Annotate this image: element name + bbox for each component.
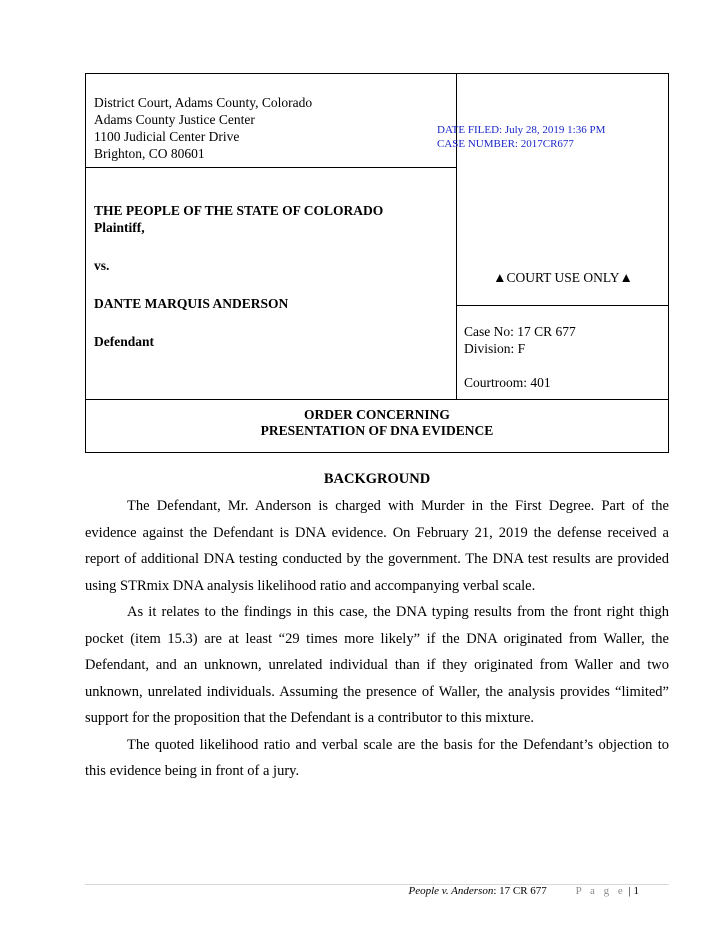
order-title (86, 407, 668, 439)
footer-citation-title: People v. Anderson (408, 885, 494, 897)
courtroom: Courtroom: 401 (464, 375, 551, 390)
case-caption-table (85, 73, 669, 453)
defendant-name: DANTE MARQUIS ANDERSON (94, 296, 289, 311)
versus-label: vs. (94, 258, 110, 273)
case-info-block (464, 323, 576, 391)
court-address-block (94, 94, 312, 162)
division: Division: F (464, 341, 526, 356)
paragraph: The quoted likelihood ratio and verbal scale are the basis for the Defendant’s objection to this evidence being in front of a jury. (85, 736, 669, 779)
case-number: Case No: 17 CR 677 (464, 324, 576, 339)
caption-divider-order (86, 399, 669, 400)
plaintiff-name: THE PEOPLE OF THE STATE OF COLORADO (94, 203, 384, 218)
order-title-line: ORDER CONCERNING (304, 407, 450, 422)
paragraph: The Defendant, Mr. Anderson is charged with Murder in the First Degree. Part of the evidence against the Defendant is DNA evidence. On February 21, 2019 the defense received a report of additional DNA testing conducted by the government. The DNA test results are provided using STRmix DNA analysis likelihood ratio and accompanying verbal scale. (85, 498, 669, 594)
court-line: District Court, Adams County, Colorado (94, 95, 313, 110)
section-heading: BACKGROUND (323, 471, 431, 487)
defendant-role: Defendant (94, 334, 154, 349)
case-info-spacer (464, 357, 576, 374)
caption-divider-caseinfo (456, 305, 669, 306)
page-footer (0, 885, 639, 897)
case-number-stamp: CASE NUMBER: 2017CR677 (437, 138, 574, 150)
date-filed: DATE FILED: July 28, 2019 1:36 PM (437, 124, 606, 136)
paragraph: As it relates to the findings in this case, the DNA typing results from the front right thigh pocket (item 15.3) are at least “29 times more likely” if the DNA originated from Waller, the Defendant, and an unknown, unrelated individual than if they originated from Waller and two unknown, unrelated individuals. Assuming the presence of Waller, the analysis provides “limited” support for the proposition that the Defendant is a contributor to this mixture. (85, 604, 669, 726)
footer-page-number: 1 (633, 885, 639, 897)
document-body (85, 493, 669, 785)
footer-page-word: P a g e (575, 885, 626, 897)
court-line: 1100 Judicial Center Drive (94, 129, 240, 144)
footer-page-separator: | (625, 885, 634, 897)
plaintiff-role: Plaintiff, (94, 220, 145, 235)
filing-stamp (437, 123, 605, 151)
footer-citation-number: : 17 CR 677 (493, 885, 547, 897)
parties-block (94, 202, 454, 350)
court-use-only-label: ▲COURT USE ONLY▲ (493, 270, 633, 285)
order-title-line: PRESENTATION OF DNA EVIDENCE (260, 423, 494, 438)
court-line: Adams County Justice Center (94, 112, 255, 127)
caption-divider-court (86, 167, 457, 168)
court-line: Brighton, CO 80601 (94, 146, 205, 161)
